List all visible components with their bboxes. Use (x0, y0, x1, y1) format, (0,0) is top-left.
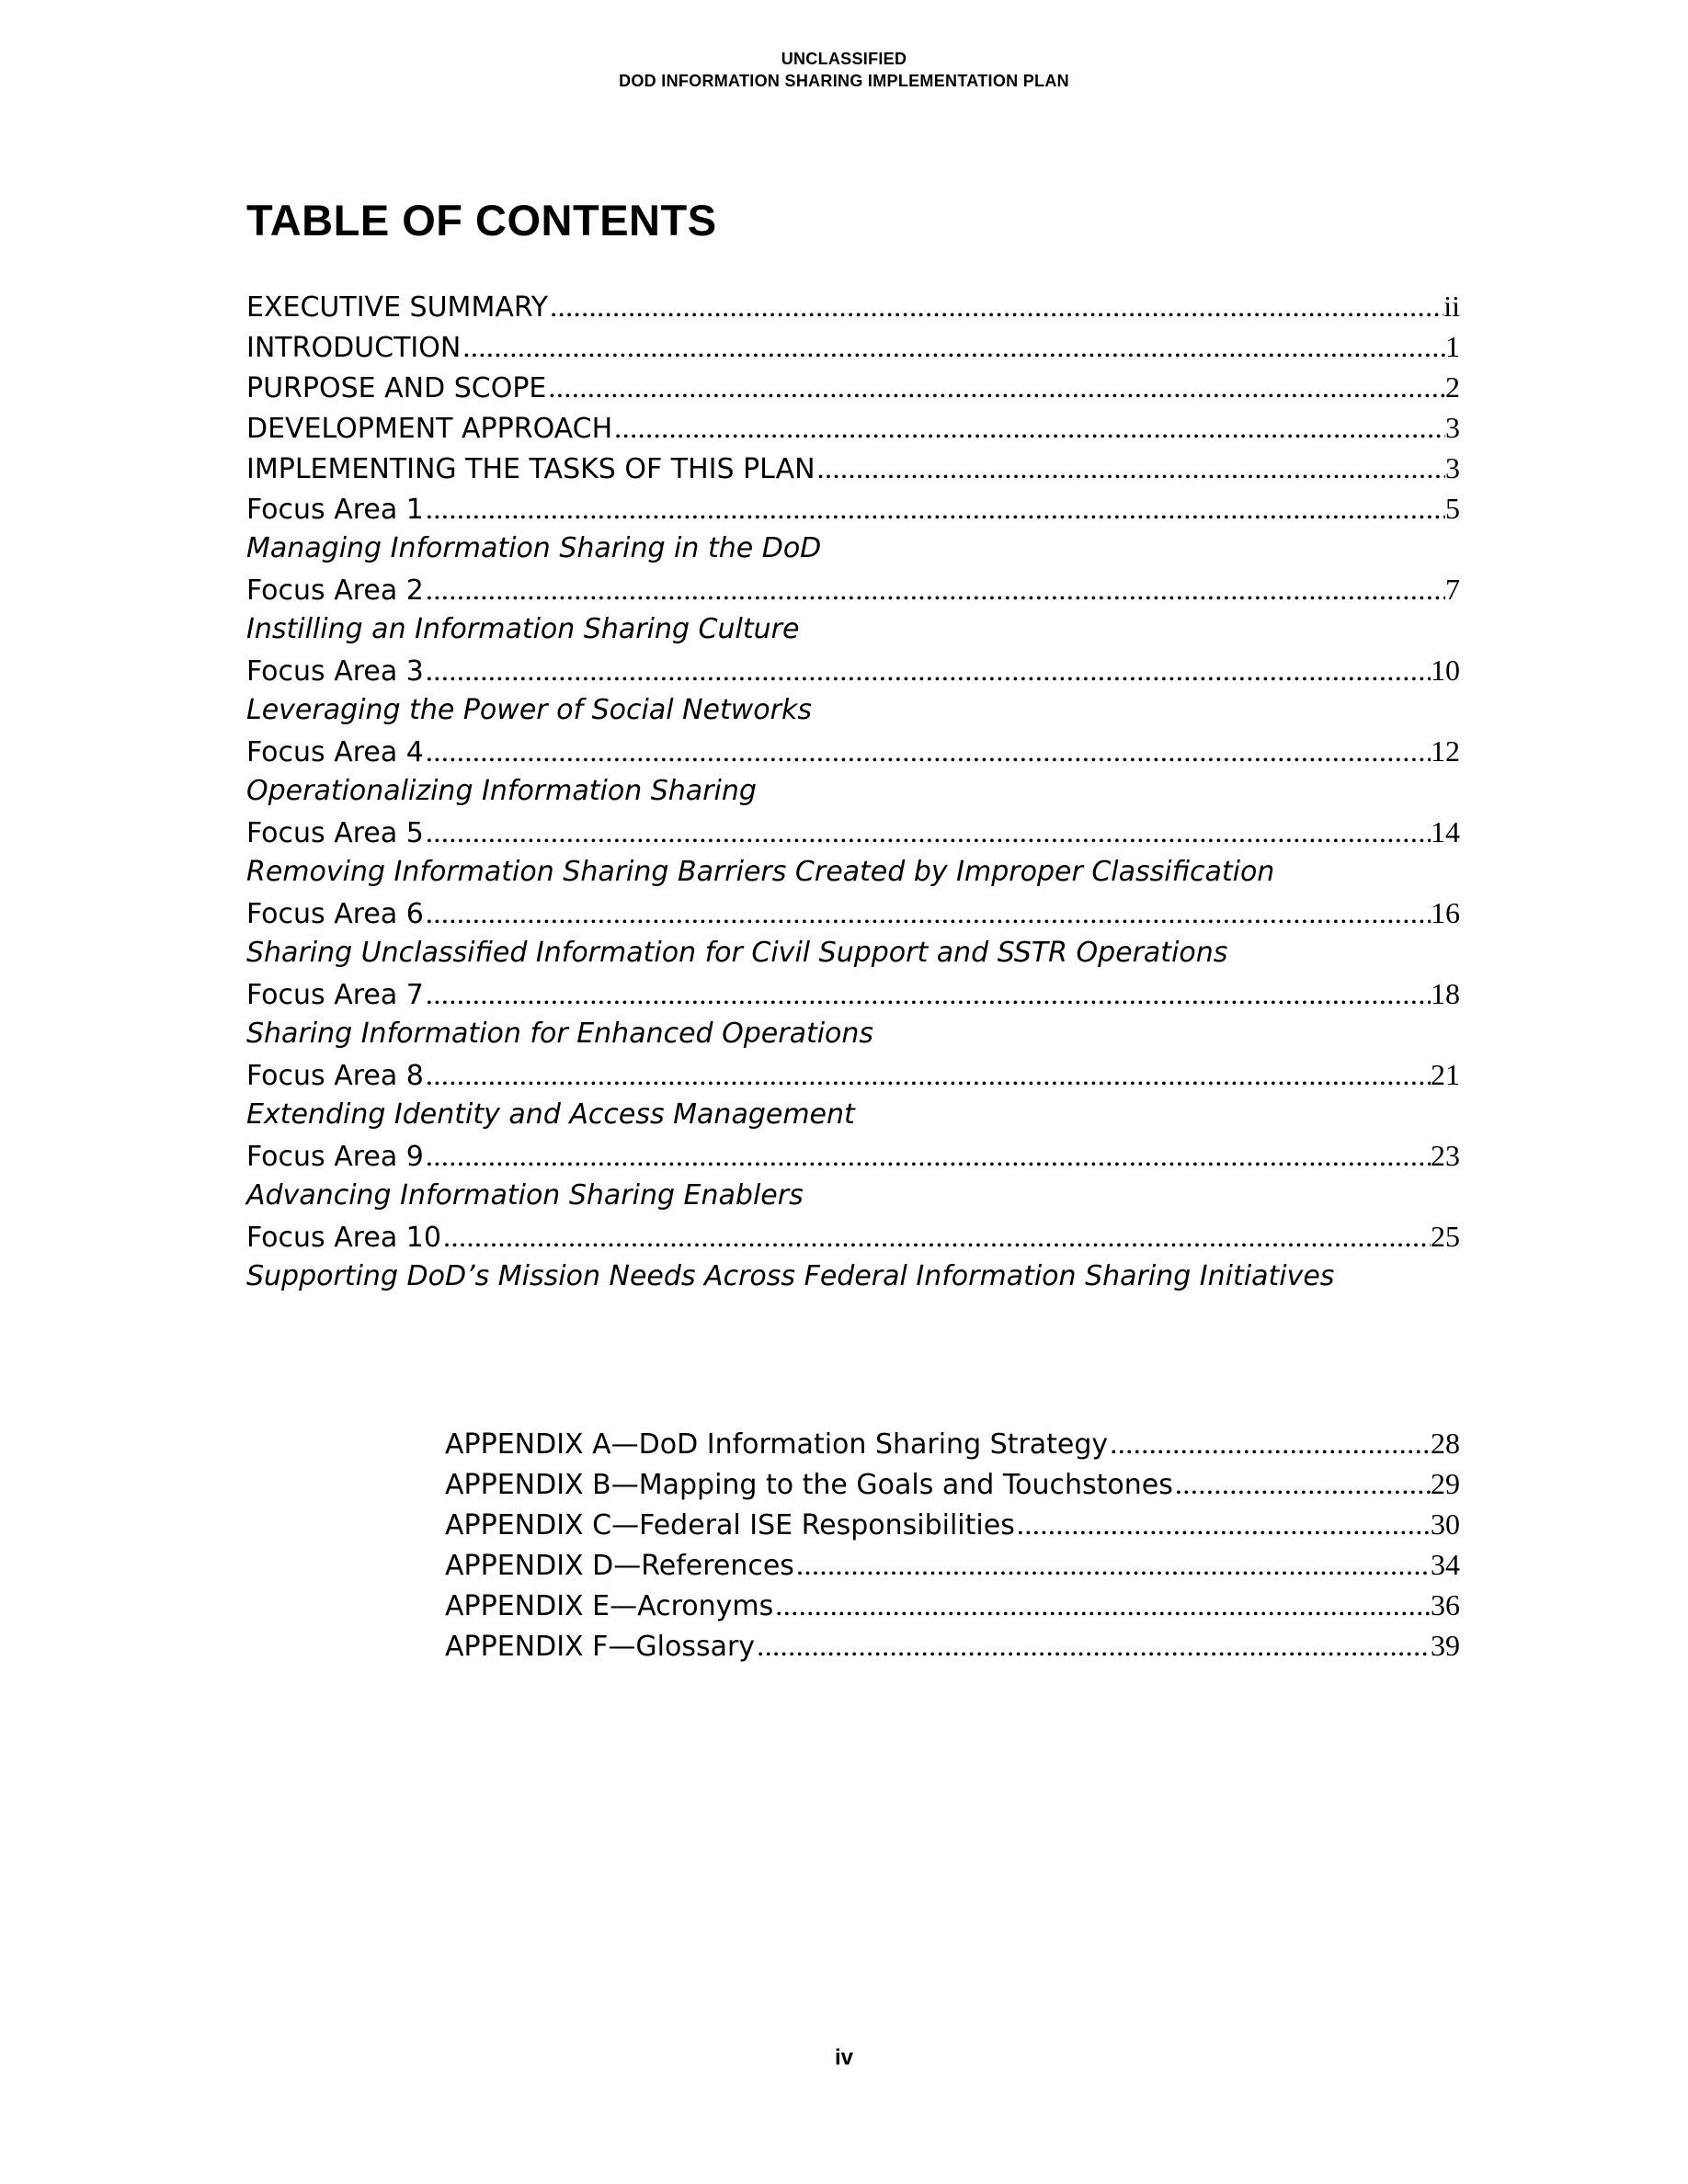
toc-entry-subtitle: Advancing Information Sharing Enablers (246, 1179, 804, 1211)
dot-leader (796, 1544, 1431, 1585)
toc-entry-label: APPENDIX F—Glossary (445, 1631, 756, 1663)
toc-entry-line[interactable] (246, 1135, 1460, 1176)
toc-entry[interactable] (246, 488, 1460, 569)
toc-entry-page: 28 (1431, 1427, 1460, 1460)
toc-entry-line[interactable] (445, 1544, 1460, 1585)
appendix-entry[interactable] (445, 1504, 1460, 1544)
toc-entry-page: 5 (1445, 492, 1460, 525)
toc-entry-line[interactable] (246, 812, 1460, 852)
toc-entry-page: 39 (1431, 1629, 1460, 1662)
appendix-entry[interactable] (445, 1544, 1460, 1585)
toc-entry-page: 21 (1431, 1058, 1460, 1091)
toc-list (246, 286, 1460, 1297)
dot-leader (775, 1585, 1431, 1625)
toc-entry-page: 30 (1431, 1507, 1460, 1541)
toc-entry-label: Focus Area 9 (246, 1141, 424, 1173)
toc-entry-label: APPENDIX C—Federal ISE Responsibilities (445, 1509, 1015, 1541)
appendix-entry[interactable] (445, 1585, 1460, 1625)
toc-entry-page: 3 (1445, 451, 1460, 484)
toc-entry-line[interactable] (445, 1423, 1460, 1463)
toc-entry-page: 3 (1445, 411, 1460, 444)
toc-entry-line[interactable] (246, 367, 1460, 407)
dot-leader (614, 407, 1445, 448)
toc-entry-label: Focus Area 10 (246, 1222, 441, 1254)
toc-entry-line[interactable] (246, 893, 1460, 933)
toc-entry[interactable] (246, 731, 1460, 812)
appendix-entry[interactable] (445, 1463, 1460, 1504)
toc-entry-line[interactable] (246, 731, 1460, 771)
toc-entry-label: APPENDIX E—Acronyms (445, 1590, 774, 1622)
toc-entry-label: APPENDIX B—Mapping to the Goals and Touchstones (445, 1469, 1173, 1501)
toc-entry-label: Focus Area 5 (246, 817, 424, 849)
toc-entry-label: Focus Area 2 (246, 574, 424, 607)
dot-leader (1017, 1504, 1431, 1544)
toc-entry-label: Focus Area 6 (246, 898, 424, 930)
document-title: DOD INFORMATION SHARING IMPLEMENTATION PLAN (619, 72, 1069, 90)
toc-entry-label: INTRODUCTION (246, 332, 462, 364)
toc-entry-line[interactable] (246, 650, 1460, 690)
toc-entry-page: 2 (1445, 370, 1460, 404)
toc-entry-line[interactable] (445, 1463, 1460, 1504)
dot-leader (1110, 1423, 1431, 1463)
dot-leader (426, 1054, 1431, 1095)
dot-leader (426, 973, 1431, 1014)
toc-entry-page: ii (1443, 290, 1460, 323)
toc-entry-page: 7 (1445, 573, 1460, 606)
toc-entry[interactable] (246, 973, 1460, 1054)
dot-leader (1175, 1463, 1431, 1504)
toc-entry[interactable] (246, 1216, 1460, 1297)
toc-entry-page: 12 (1431, 734, 1460, 768)
dot-leader (426, 488, 1445, 529)
classification-marking: UNCLASSIFIED (781, 50, 907, 68)
dot-leader (548, 367, 1445, 407)
toc-entry-label: Focus Area 7 (246, 979, 424, 1011)
toc-entry-line[interactable] (246, 286, 1460, 326)
toc-entry[interactable] (246, 326, 1460, 367)
page-number: iv (834, 2045, 853, 2070)
toc-entry[interactable] (246, 893, 1460, 973)
toc-entry-subtitle: Operationalizing Information Sharing (246, 775, 757, 807)
toc-entry-line[interactable] (445, 1585, 1460, 1625)
appendix-entry[interactable] (445, 1625, 1460, 1666)
dot-leader (426, 569, 1445, 609)
toc-entry[interactable] (246, 448, 1460, 488)
dot-leader (817, 448, 1445, 488)
toc-entry-line[interactable] (246, 569, 1460, 609)
toc-entry-page: 1 (1445, 330, 1460, 363)
dot-leader (426, 893, 1431, 933)
toc-entry-label: PURPOSE AND SCOPE (246, 372, 547, 404)
toc-entry-subtitle: Sharing Unclassified Information for Civil Support and SSTR Operations (246, 937, 1228, 969)
toc-entry-line[interactable] (246, 326, 1460, 367)
toc-entry[interactable] (246, 569, 1460, 650)
toc-entry-label: APPENDIX A—DoD Information Sharing Strategy (445, 1428, 1109, 1461)
toc-entry-subtitle: Managing Information Sharing in the DoD (246, 532, 822, 564)
toc-entry-label: Focus Area 8 (246, 1060, 424, 1092)
toc-entry-line[interactable] (246, 488, 1460, 529)
toc-entry-subtitle: Extending Identity and Access Management (246, 1098, 855, 1131)
dot-leader (426, 1135, 1431, 1176)
toc-entry-line[interactable] (246, 973, 1460, 1014)
toc-entry[interactable] (246, 812, 1460, 893)
toc-entry-label: DEVELOPMENT APPROACH (246, 413, 613, 445)
toc-entry[interactable] (246, 286, 1460, 326)
toc-entry-line[interactable] (246, 448, 1460, 488)
toc-entry-line[interactable] (246, 407, 1460, 448)
toc-entry-label: APPENDIX D—References (445, 1550, 794, 1582)
toc-entry[interactable] (246, 1054, 1460, 1135)
toc-entry-subtitle: Sharing Information for Enhanced Operations (246, 1018, 874, 1050)
toc-entry-line[interactable] (445, 1625, 1460, 1666)
toc-entry[interactable] (246, 1135, 1460, 1216)
toc-entry-line[interactable] (246, 1216, 1460, 1257)
toc-entry[interactable] (246, 650, 1460, 731)
toc-title: TABLE OF CONTENTS (246, 196, 717, 245)
toc-entry[interactable] (246, 407, 1460, 448)
toc-entry-label: Focus Area 1 (246, 494, 424, 526)
dot-leader (550, 286, 1443, 326)
toc-entry-line[interactable] (246, 1054, 1460, 1095)
toc-entry-page: 16 (1431, 896, 1460, 929)
toc-entry-page: 36 (1431, 1588, 1460, 1621)
toc-entry-subtitle: Leveraging the Power of Social Networks (246, 694, 812, 726)
toc-entry-subtitle: Instilling an Information Sharing Culture (246, 613, 800, 645)
toc-entry-label: EXECUTIVE SUMMARY (246, 291, 549, 324)
toc-entry-page: 34 (1431, 1548, 1460, 1581)
toc-entry-subtitle: Removing Information Sharing Barriers Created by Improper Classification (246, 856, 1275, 888)
dot-leader (426, 650, 1431, 690)
toc-entry-page: 10 (1431, 654, 1460, 687)
dot-leader (462, 326, 1445, 367)
toc-entry-subtitle: Supporting DoD’s Mission Needs Across Federal Information Sharing Initiatives (246, 1260, 1335, 1292)
dot-leader (443, 1216, 1431, 1257)
dot-leader (757, 1625, 1431, 1666)
appendix-entry[interactable] (445, 1423, 1460, 1463)
appendix-list (445, 1423, 1460, 1666)
dot-leader (426, 731, 1431, 771)
toc-entry-line[interactable] (445, 1504, 1460, 1544)
toc-entry-page: 25 (1431, 1220, 1460, 1253)
toc-entry-label: Focus Area 4 (246, 736, 424, 768)
toc-entry-page: 23 (1431, 1139, 1460, 1172)
toc-entry-page: 14 (1431, 815, 1460, 848)
toc-entry-label: Focus Area 3 (246, 655, 424, 688)
dot-leader (426, 812, 1431, 852)
toc-entry-label: IMPLEMENTING THE TASKS OF THIS PLAN (246, 453, 815, 485)
toc-entry-page: 18 (1431, 977, 1460, 1010)
page-header (0, 48, 1688, 92)
toc-entry-page: 29 (1431, 1467, 1460, 1500)
toc-entry[interactable] (246, 367, 1460, 407)
